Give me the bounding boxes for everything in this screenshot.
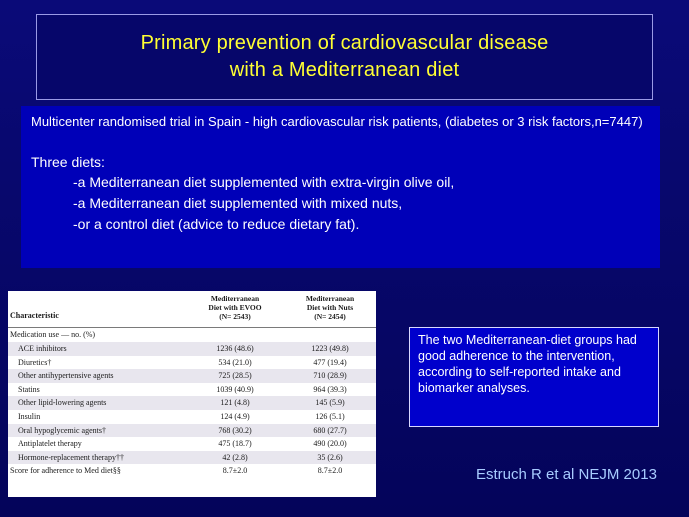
table-row: [8, 383, 376, 397]
evoo-header-line: (N= 2543): [219, 312, 251, 321]
nuts-value: 710 (28.9): [313, 371, 347, 381]
row-label: Statins: [18, 384, 40, 394]
table-row: [8, 369, 376, 383]
nuts-value: 1223 (49.8): [311, 344, 349, 353]
nuts-value: 964 (39.3): [313, 384, 347, 394]
row-label: Antiplatelet therapy: [18, 439, 82, 449]
table-row: [8, 424, 376, 438]
diets-heading: Three diets:: [31, 154, 105, 170]
nuts-column-header: [290, 294, 370, 321]
nuts-value: 477 (19.4): [313, 357, 347, 367]
row-label: Diuretics†: [18, 357, 52, 367]
study-description: Multicenter randomised trial in Spain - high cardiovascular risk patients, (diabetes or 3 risk factors,n=7447): [31, 114, 643, 129]
evoo-value: 475 (18.7): [218, 439, 252, 449]
adherence-note: The two Mediterranean-diet groups had good adherence to the intervention, according to self-reported intake and biomarker analyses.: [409, 327, 659, 427]
title-box: [36, 14, 653, 100]
nuts-value: 680 (27.7): [313, 425, 347, 435]
evoo-value: 534 (21.0): [218, 357, 252, 367]
table-row: [8, 451, 376, 465]
diet-item-nuts: -a Mediterranean diet supplemented with mixed nuts,: [73, 195, 403, 211]
nuts-value: 8.7±2.0: [317, 466, 343, 476]
evoo-value: 8.7±2.0: [222, 466, 248, 476]
evoo-header-line: Mediterranean: [210, 294, 260, 303]
row-label: ACE inhibitors: [18, 344, 67, 353]
evoo-value: 1039 (40.9): [216, 384, 254, 394]
evoo-value: 768 (30.2): [218, 425, 252, 435]
evoo-value: 1236 (48.6): [216, 344, 254, 353]
evoo-value: 42 (2.8): [222, 452, 248, 462]
nuts-value: 490 (20.0): [313, 439, 347, 449]
row-label: Other lipid-lowering agents: [18, 398, 107, 408]
nuts-header-line: (N= 2454): [314, 312, 346, 321]
nuts-value: 35 (2.6): [317, 452, 343, 462]
row-label: Insulin: [18, 412, 41, 421]
row-label: Oral hypoglycemic agents†: [18, 425, 106, 435]
study-info-box: [21, 106, 660, 268]
evoo-column-header: [195, 294, 275, 321]
row-label: Other antihypertensive agents: [18, 371, 114, 381]
row-label: Score for adherence to Med diet§§: [10, 466, 121, 476]
medication-table: [8, 291, 376, 497]
diet-item-control: -or a control diet (advice to reduce dietary fat).: [73, 216, 360, 232]
table-row: [8, 356, 376, 370]
evoo-header-line: Diet with EVOO: [208, 303, 262, 312]
nuts-header-line: Diet with Nuts: [306, 303, 354, 312]
table-section-label: Medication use — no. (%): [10, 330, 96, 339]
citation: Estruch R et al NEJM 2013: [476, 466, 657, 483]
table-header: [8, 291, 376, 328]
slide-title-line-2: with a Mediterranean diet: [229, 59, 460, 81]
row-label: Hormone-replacement therapy††: [18, 452, 124, 462]
evoo-value: 121 (4.8): [220, 398, 250, 408]
nuts-value: 145 (5.9): [315, 398, 345, 408]
table-row: [8, 342, 376, 356]
nuts-value: 126 (5.1): [315, 412, 345, 421]
table-row: [8, 396, 376, 410]
table-row: [8, 410, 376, 424]
table-row: [8, 437, 376, 451]
table-row: [8, 464, 376, 478]
diet-item-evoo: -a Mediterranean diet supplemented with extra-virgin olive oil,: [73, 174, 455, 190]
evoo-value: 725 (28.5): [218, 371, 252, 381]
evoo-value: 124 (4.9): [220, 412, 250, 421]
slide-title-line-1: Primary prevention of cardiovascular disease: [140, 32, 549, 54]
characteristic-header: Characteristic: [10, 311, 59, 320]
nuts-header-line: Mediterranean: [305, 294, 355, 303]
